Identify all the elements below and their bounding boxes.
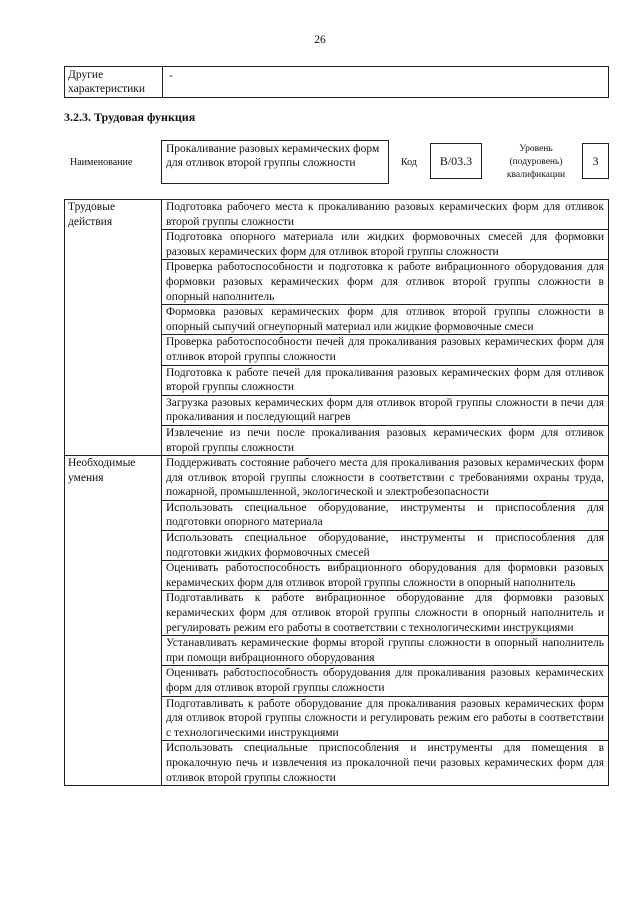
other-characteristics-label: Другие характеристики [65, 67, 163, 98]
function-details-table [64, 199, 609, 786]
name-label: Наименование [70, 157, 133, 168]
code-value: B/03.3 [430, 143, 482, 179]
function-header [64, 140, 609, 186]
table-cell: Проверка работоспособности и подготовка к работе вибрационного оборудования для формовки разовых керамических форм для отливок второй группы сложности в опорный наполнитель [162, 260, 609, 305]
section-label: Трудовые действия [65, 200, 162, 456]
table-cell: Поддерживать состояние рабочего места для прокаливания разовых керамических форм для отливок второй группы сложности в соответствии с требованиями охраны труда, пожарной, промышленной, экологической и электробезопасности [162, 456, 609, 501]
table-cell: Оценивать работоспособность вибрационного оборудования для формовки разовых керамических форм для отливок второй группы сложности в опорный наполнитель [162, 561, 609, 591]
table-cell: Использовать специальные приспособления и инструменты для помещения в прокалочную печь и извлечения из прокалочной печи разовых керамических форм для отливок второй группы сложности [162, 741, 609, 786]
table-cell: Подготовка рабочего места к прокаливанию разовых керамических форм для отливок второй группы сложности [162, 200, 609, 230]
table-cell: Использовать специальное оборудование, инструменты и приспособления для подготовки опорного материала [162, 500, 609, 530]
section-title: 3.2.3. Трудовая функция [64, 110, 196, 124]
other-characteristics-table [64, 66, 609, 98]
table-cell: Подготавливать к работе вибрационное оборудование для формовки разовых керамических форм для отливок второй группы сложности в опорный наполнитель и регулировать режим его работы в соответствии с технологическими инструкциями [162, 591, 609, 636]
table-cell: Подготовка опорного материала или жидких формовочных смесей для формовки разовых керамических форм для отливок второй группы сложности [162, 230, 609, 260]
function-details-body [65, 200, 609, 786]
table-cell: Извлечение из печи после прокаливания разовых керамических форм для отливок второй группы сложности [162, 425, 609, 455]
table-cell: Подготавливать к работе оборудование для прокаливания разовых керамических форм для отливок второй группы сложности и регулировать режим его работы в соответствии с технологическими инструкциями [162, 696, 609, 741]
code-label: Код [401, 157, 417, 168]
level-label: Уровень (подуровень) квалификации [506, 144, 566, 180]
table-cell: Использовать специальное оборудование, инструменты и приспособления для подготовки жидких формовочных смесей [162, 531, 609, 561]
table-cell: Устанавливать керамические формы второй группы сложности в опорный наполнитель при помощи вибрационного оборудования [162, 636, 609, 666]
table-row [65, 456, 609, 501]
table-cell: Загрузка разовых керамических форм для отливок второй группы сложности в печи для прокаливания и последующий нагрев [162, 395, 609, 425]
level-value: 3 [582, 143, 609, 179]
table-cell: Проверка работоспособности печей для прокаливания разовых керамических форм для отливок второй группы сложности [162, 335, 609, 365]
table-row [65, 200, 609, 230]
other-characteristics-value: - [163, 67, 609, 98]
table-cell: Подготовка к работе печей для прокаливания разовых керамических форм для отливок второй группы сложности [162, 365, 609, 395]
name-value: Прокаливание разовых керамических форм для отливок второй группы сложности [161, 140, 389, 184]
table-cell: Формовка разовых керамических форм для отливок второй группы сложности в опорный сыпучий огнеупорный материал или жидкие формовочные смеси [162, 305, 609, 335]
table-cell: Оценивать работоспособность оборудования для прокаливания разовых керамических форм для отливок второй группы сложности [162, 666, 609, 696]
table-row [65, 67, 609, 98]
section-label: Необходимые умения [65, 456, 162, 786]
page-number: 26 [314, 34, 326, 46]
